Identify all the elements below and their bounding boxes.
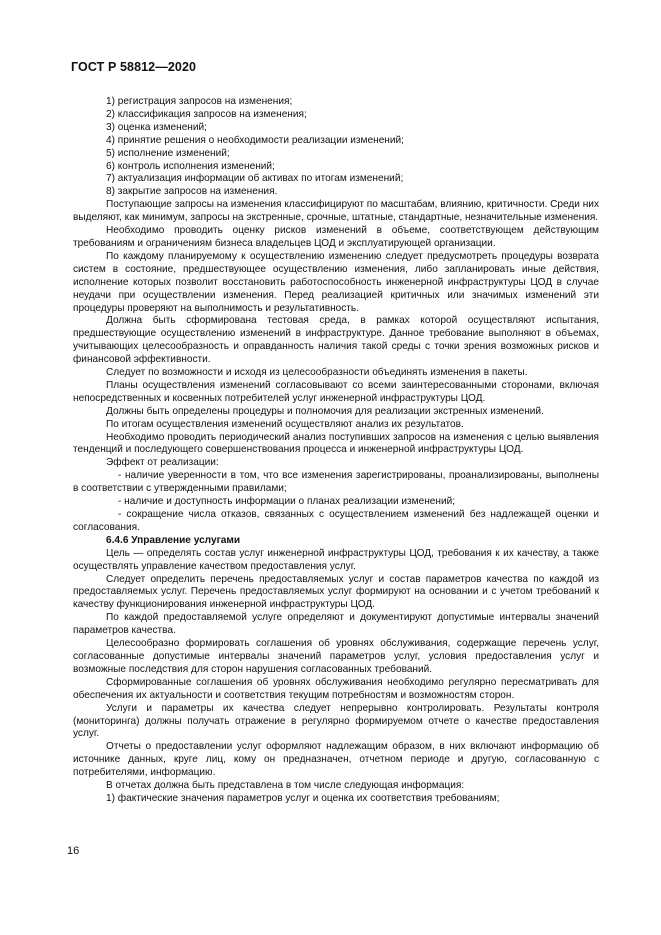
- page-number: 16: [67, 845, 80, 857]
- paragraph: Планы осуществления изменений согласовывают со всеми заинтересованными сторонами, включая непосредственных и косвенных потребителей услуг инженерной инфраструктуры ЦОД.: [73, 379, 599, 404]
- list-item: 1) фактические значения параметров услуг и оценка их соответствия требованиям;: [106, 792, 500, 804]
- list-item: 7) актуализация информации об активах по итогам изменений;: [106, 173, 404, 185]
- list-item: 6) контроль исполнения изменений;: [106, 160, 275, 172]
- paragraph: Услуги и параметры их качества следует непрерывно контролировать. Результаты контроля (мониторинга) должны получать отражение в регулярно формируемом отчете о качестве предоставления услуг.: [73, 702, 599, 740]
- paragraph: По каждой предоставляемой услуге определяют и документируют допустимые интервалы значений параметров качества.: [73, 612, 599, 637]
- list-item: 4) принятие решения о необходимости реализации изменений;: [106, 134, 404, 146]
- paragraph: Отчеты о предоставлении услуг оформляют надлежащим образом, в них включают информацию об источнике данных, круге лиц, кому он предназначен, отчетном периоде и другую, согласованную с потребителями, информацию.: [73, 741, 599, 779]
- paragraph: Необходимо проводить оценку рисков изменений в объеме, соответствующем действующим требованиям и ограничениям бизнеса владельцев ЦОД и эксплуатирующей организации.: [73, 225, 599, 249]
- paragraph: Следует определить перечень предоставляемых услуг и состав параметров качества по каждой из предоставляемых услуг. Перечень предоставляемых услуг формируют на основании и с учетом требований к качеству функционирования инженерной инфраструктуры ЦОД.: [73, 573, 599, 611]
- paragraph: Необходимо проводить периодический анализ поступивших запросов на изменения с целью выявления тенденций и последующего совершенствования процесса и инженерной инфраструктуры ЦОД.: [73, 431, 599, 456]
- paragraph: По итогам осуществления изменений осуществляют анализ их результатов.: [106, 418, 464, 430]
- paragraph: Эффект от реализации:: [106, 457, 219, 469]
- list-item: 8) закрытие запросов на изменения.: [106, 186, 278, 198]
- paragraph: Должна быть сформирована тестовая среда, в рамках которой осуществляют испытания, предшествующие осуществлению изменений в инфраструктуре. Данное требование выполняют в объемах, учитывающих целесообразность и оправданность наличия такой среды с точки зрения возможных рисков и финансовой эффективности.: [73, 315, 599, 366]
- paragraph: Целесообразно формировать соглашения об уровнях обслуживания, содержащие перечень услуг, согласованные допустимые интервалы значений параметров услуг, условия предоставления услуг и возможные последствия для сторон нарушения согласованных требований.: [73, 638, 599, 675]
- section-heading: 6.4.6 Управление услугами: [106, 534, 241, 546]
- paragraph: Поступающие запросы на изменения классифицируют по масштабам, влиянию, критичности. Среди них выделяют, как минимум, запросы на экстренные, срочные, штатные, стандартные, незначительные изменения.: [73, 199, 599, 224]
- dash-item: - наличие и доступность информации о планах реализации изменений;: [118, 496, 456, 508]
- paragraph: Сформированные соглашения об уровнях обслуживания необходимо регулярно пересматривать для обеспечения их актуальности и соответствия текущим потребностям и возможностям сторон.: [73, 676, 599, 701]
- paragraph: Цель — определять состав услуг инженерной инфраструктуры ЦОД, требования к их качеству, а также осуществлять управление качеством предоставления услуг.: [73, 547, 599, 572]
- dash-item: - наличие уверенности в том, что все изменения зарегистрированы, проанализированы, выполнены в соответствии с утвержденными правилами;: [73, 470, 599, 495]
- paragraph: В отчетах должна быть представлена в том числе следующая информация:: [106, 780, 465, 792]
- document-body: [73, 96, 599, 806]
- standard-header: ГОСТ Р 58812—2020: [71, 60, 197, 74]
- paragraph: Должны быть определены процедуры и полномочия для реализации экстренных изменений.: [106, 405, 544, 417]
- paragraph: По каждому планируемому к осуществлению изменению следует предусмотреть процедуры возврата систем в состояние, предшествующее осуществлению изменения, либо запланировать иные действия, исполнение которых позволит восстановить работоспособность инженерной инфраструктуры ЦОД в случае неудачи при осуществлении изменения. Перед реализацией критичных или значимых изменений эти процедуры проверяют на выполнимость и результативность.: [73, 250, 599, 314]
- paragraph: Следует по возможности и исходя из целесообразности объединять изменения в пакеты.: [106, 367, 528, 379]
- dash-item: - сокращение числа отказов, связанных с осуществлением изменений без надлежащей оценки и согласования.: [73, 509, 599, 533]
- list-item: 2) классификация запросов на изменения;: [106, 108, 307, 120]
- list-item: 1) регистрация запросов на изменения;: [106, 96, 293, 107]
- list-item: 5) исполнение изменений;: [106, 147, 230, 159]
- list-item: 3) оценка изменений;: [106, 121, 207, 133]
